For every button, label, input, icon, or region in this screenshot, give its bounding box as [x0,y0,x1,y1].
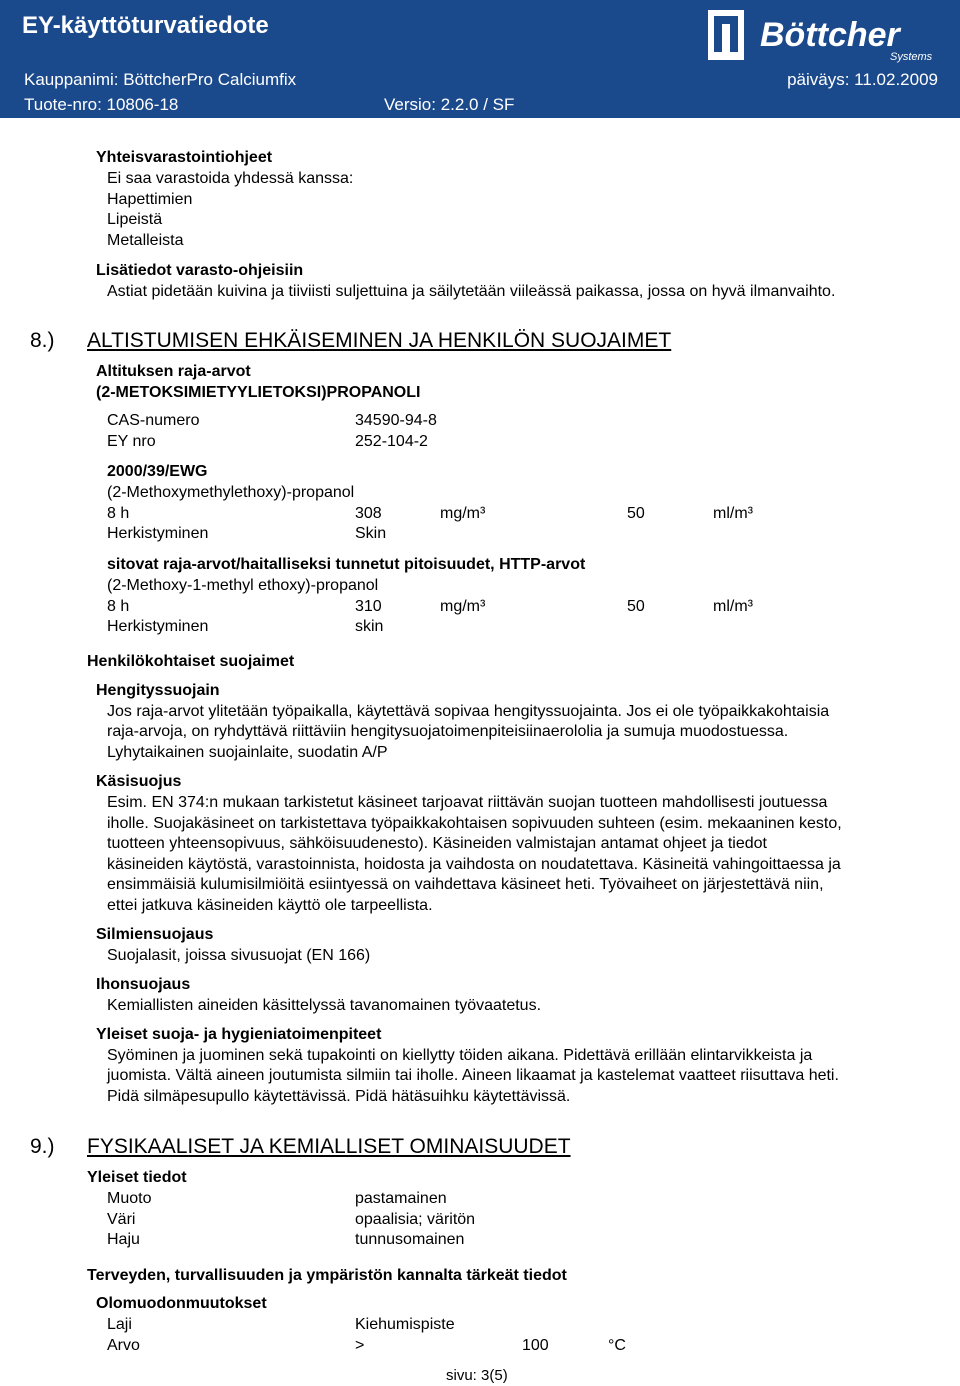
cas-label: CAS-numero [107,412,200,429]
value-number: 100 [522,1337,549,1354]
document-title: EY-käyttöturvatiedote [22,12,269,39]
binding-sensitization-label: Herkistyminen [107,618,209,635]
page-number: sivu: 3(5) [446,1367,508,1384]
health-info-title: Terveyden, turvallisuuden ja ympäristön kannalta tärkeät tiedot [87,1267,567,1284]
date: päiväys: 11.02.2009 [787,70,938,89]
hand-protection-line: ettei jatkuva käsineiden käyttö ole tarpeellista. [107,897,433,914]
directive-unit-ml: ml/m³ [713,505,753,522]
hand-protection-line: käsineiden käytöstä, varastoinnista, hoidosta ja vaihdosta on noudatettava. Käsineitä vahingoittaessa ja [107,856,841,873]
type-value: Kiehumispiste [355,1316,455,1333]
product-number: Tuote-nro: 10806-18 [24,95,179,114]
directive-sensitization-value: Skin [355,525,387,542]
storage-item: Lipeistä [107,211,163,228]
storage-item: Hapettimien [107,191,193,208]
directive-title: 2000/39/EWG [107,463,208,480]
directive-value-mg: 308 [355,505,382,522]
hand-protection-line: Esim. EN 374:n mukaan tarkistetut käsineet tarjoavat riittävän suojan tuotteen mahdollisesti joutuessa [107,794,828,811]
cas-value: 34590-94-8 [355,412,437,429]
svg-text:Systems: Systems [890,51,933,63]
value-label: Arvo [107,1337,140,1354]
ey-label: EY nro [107,433,156,450]
ey-value: 252-104-2 [355,433,428,450]
directive-time: 8 h [107,505,130,522]
prop-label: Haju [107,1231,140,1248]
binding-substance: (2-Methoxy-1-methyl ethoxy)-propanol [107,577,379,594]
value-operator: > [355,1337,365,1354]
respiratory-line: Lyhytaikainen suojainlaite, suodatin A/P [107,744,388,761]
type-label: Laji [107,1316,132,1333]
binding-unit-mg: mg/m³ [440,598,486,615]
storage-extra-title: Lisätiedot varasto-ohjeisiin [96,262,304,279]
section-9-number: 9.) [30,1135,55,1158]
directive-value-ml: 50 [627,505,645,522]
storage-title: Yhteisvarastointiohjeet [96,149,273,166]
storage-extra-text: Astiat pidetään kuivina ja tiiviisti suljettuina ja säilytetään viileässä paikassa, jossa on hyvä ilmanvaihto. [107,283,836,300]
binding-time: 8 h [107,598,130,615]
directive-substance: (2-Methoxymethylethoxy)-propanol [107,484,355,501]
hygiene-line: Syöminen ja juominen sekä tupakointi on kiellytty töiden aikana. Pidettävä erillään elintarvikkeista ja [107,1047,813,1064]
prop-label: Väri [107,1211,136,1228]
binding-limits-title: sitovat raja-arvot/haitalliseksi tunnetut pitoisuudet, HTTP-arvot [107,556,586,573]
binding-value-ml: 50 [627,598,645,615]
prop-value: opaalisia; väritön [355,1211,476,1228]
hand-protection-title: Käsisuojus [96,773,182,790]
hand-protection-line: iholle. Suojakäsineet on tarkistettava työpaikkakohtaisen sopivuuden suhteen (esim. mekaaninen kesto, [107,815,842,832]
storage-item: Metalleista [107,232,184,249]
eye-protection-title: Silmiensuojaus [96,926,214,943]
general-info-title: Yleiset tiedot [87,1169,187,1186]
trade-name: Kauppanimi: BöttcherPro Calciumfix [24,70,297,89]
hygiene-line: Pidä silmäpesupullo käytettävissä. Pidä hätäsuihku käytettävissä. [107,1088,571,1105]
version: Versio: 2.2.0 / SF [384,95,515,114]
document-header [0,0,960,118]
svg-text:Böttcher: Böttcher [760,16,900,54]
directive-sensitization-label: Herkistyminen [107,525,209,542]
hygiene-line: juomista. Vältä aineen joutumista silmiin tai iholle. Aineen likaamat ja kastelemat vaatteet riisuttava heti. [107,1067,839,1084]
eye-protection-text: Suojalasit, joissa sivusuojat (EN 166) [107,947,371,964]
ppe-title: Henkilökohtaiset suojaimet [87,653,295,670]
limits-title: Altituksen raja-arvot [96,363,251,380]
respiratory-line: raja-arvoja, on ryhdyttävä riittäviin hengitysuojatoimenpiteisiinaerololia ja sumuja muodostuessa. [107,723,789,740]
directive-unit-mg: mg/m³ [440,505,486,522]
section-8-number: 8.) [30,329,55,352]
phase-change-title: Olomuodonmuutokset [96,1295,267,1312]
hand-protection-line: tuotteen yhteensopivuus, sähköisuudenesto). Käsineiden valmistajan antamat ohjeet ja tiedot [107,835,767,852]
prop-value: pastamainen [355,1190,447,1207]
skin-protection-text: Kemiallisten aineiden käsittelyssä tavanomainen työvaatetus. [107,997,542,1014]
binding-value-mg: 310 [355,598,382,615]
storage-intro: Ei saa varastoida yhdessä kanssa: [107,170,354,187]
binding-unit-ml: ml/m³ [713,598,753,615]
substance-name: (2-METOKSIMIETYYLIETOKSI)PROPANOLI [96,384,421,401]
respiratory-title: Hengityssuojain [96,682,220,699]
skin-protection-title: Ihonsuojaus [96,976,191,993]
value-unit: °C [608,1337,626,1354]
respiratory-line: Jos raja-arvot ylitetään työpaikalla, käytettävä sopivaa hengityssuojainta. Jos ei ole työpaikkakohtaisia [107,703,830,720]
prop-label: Muoto [107,1190,152,1207]
hand-protection-line: ensimmäisiä kulumisilmiöitä esiintyessä on vaihdettava käsineet heti. Työvaiheet on järjestettävä niin, [107,876,824,893]
hygiene-title: Yleiset suoja- ja hygieniatoimenpiteet [96,1026,382,1043]
section-9-title: FYSIKAALISET JA KEMIALLISET OMINAISUUDET [87,1135,571,1158]
section-8-title: ALTISTUMISEN EHKÄISEMINEN JA HENKILÖN SUOJAIMET [87,329,672,352]
bottcher-logo [700,6,956,64]
prop-value: tunnusomainen [355,1231,465,1248]
binding-sensitization-value: skin [355,618,384,635]
